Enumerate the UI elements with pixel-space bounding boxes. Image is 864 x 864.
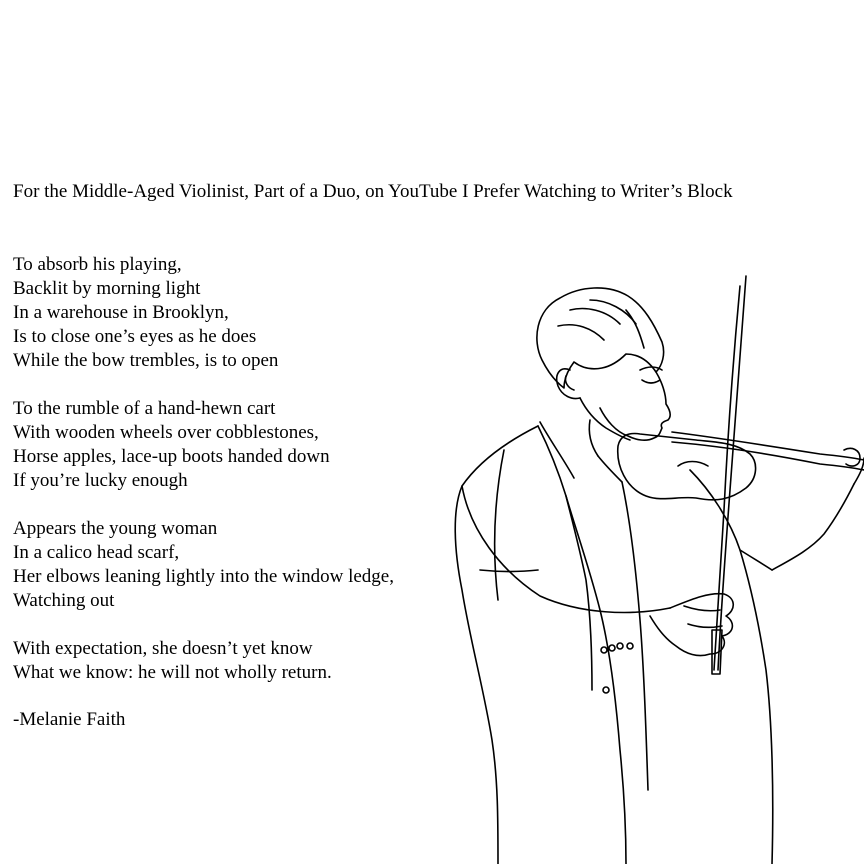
poem-line: In a calico head scarf, (13, 542, 180, 563)
ear (557, 369, 580, 399)
poem-line: Backlit by morning light (13, 278, 201, 299)
violinist-drawing (440, 270, 864, 864)
ear-inner (565, 376, 574, 390)
poem-line: To the rumble of a hand-hewn cart (13, 398, 276, 419)
violin-neck (672, 432, 864, 460)
poem-line: If you’re lucky enough (13, 470, 188, 491)
jacket-seam (495, 450, 504, 600)
jacket-right (690, 470, 773, 864)
hair-strand (558, 325, 604, 340)
poem-line: Appears the young woman (13, 518, 218, 539)
neck (589, 420, 598, 456)
poem-title: For the Middle-Aged Violinist, Part of a Duo, on YouTube I Prefer Watching to Writer’s Block (13, 181, 733, 202)
jacket-button (601, 647, 607, 653)
violinist-illustration (440, 270, 864, 864)
left-arm (462, 486, 670, 612)
stanza-1 (13, 253, 394, 373)
finger-line (684, 606, 720, 611)
poem-line: Horse apples, lace-up boots handed down (13, 446, 330, 467)
hair-strand (590, 300, 636, 324)
shirt-line (622, 482, 648, 790)
poem-line: To absorb his playing, (13, 254, 182, 275)
poem-line: What we know: he will not wholly return. (13, 662, 332, 683)
poem-body (13, 253, 394, 709)
poem-line: Is to close one’s eyes as he does (13, 326, 257, 347)
poem-author: -Melanie Faith (13, 709, 126, 730)
hair-strand (570, 309, 620, 324)
stanza-2 (13, 397, 394, 493)
jacket-front (566, 496, 626, 864)
poem-line: With wooden wheels over cobblestones, (13, 422, 319, 443)
stanza-4 (13, 637, 394, 685)
right-arm (772, 484, 854, 570)
poem-line: With expectation, she doesn’t yet know (13, 638, 313, 659)
hair-outline (537, 288, 664, 388)
violin-fholes (678, 462, 708, 467)
poem-line: In a warehouse in Brooklyn, (13, 302, 229, 323)
jacket-button (617, 643, 623, 649)
poem-line: Her elbows leaning lightly into the window ledge, (13, 566, 394, 587)
closed-eye (642, 380, 660, 383)
jacket-button (603, 687, 609, 693)
jacket-left (455, 426, 538, 864)
stanza-3 (13, 517, 394, 613)
poem-line: Watching out (13, 590, 115, 611)
violin-bow-hair (714, 286, 740, 670)
poem-line: While the bow trembles, is to open (13, 350, 279, 371)
jacket-button (627, 643, 633, 649)
jacket-button (609, 645, 615, 651)
jacket-lapel (538, 426, 592, 690)
